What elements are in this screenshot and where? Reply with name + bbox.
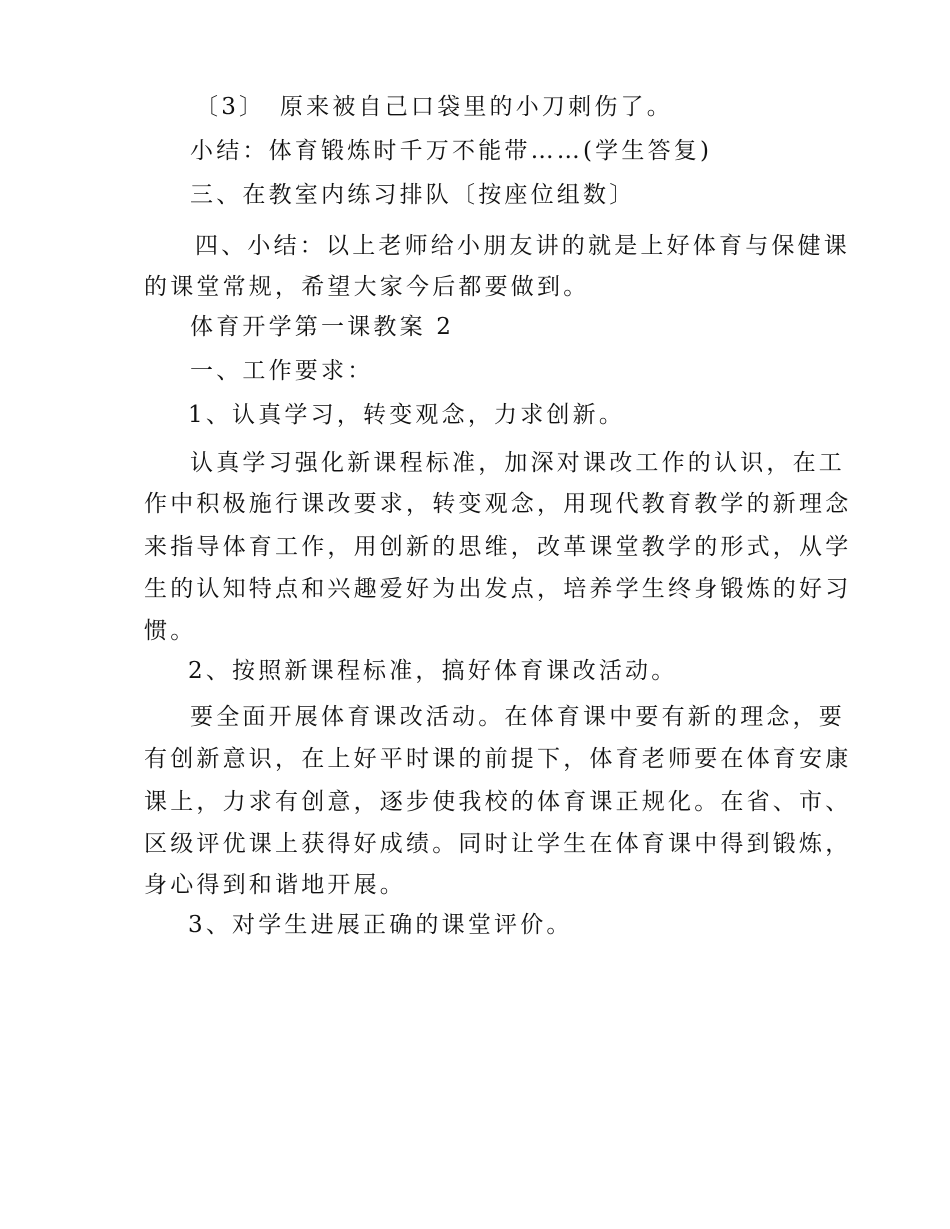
paragraph-line: 作中积极施行课改要求，转变观念，用现代教育教学的新理念 — [144, 491, 852, 517]
section-heading: 三、在教室内练习排队〔按座位组数〕 — [190, 182, 636, 208]
section-heading: 四、小结：以上老师给小朋友讲的就是上好体育与保健课 — [195, 233, 850, 259]
paragraph-line: 小结：体育锻炼时千万不能带……(学生答复) — [190, 138, 713, 164]
paragraph-line: 〔3〕 原来被自己口袋里的小刀刺伤了。 — [195, 94, 673, 120]
subsection-heading: 3、对学生进展正确的课堂评价。 — [188, 912, 573, 938]
subsection-heading: 2、按照新课程标准，搞好体育课改活动。 — [188, 658, 678, 684]
paragraph-line: 要全面开展体育课改活动。在体育课中要有新的理念，要 — [190, 704, 845, 730]
document-title: 体育开学第一课教案 2 — [190, 314, 455, 340]
section-heading: 一、工作要求： — [190, 358, 374, 384]
paragraph-line: 有创新意识，在上好平时课的前提下，体育老师要在体育安康 — [144, 746, 852, 772]
paragraph-line: 认真学习强化新课程标准，加深对课改工作的认识，在工 — [190, 450, 845, 476]
paragraph-line: 的课堂常规，希望大家今后都要做到。 — [144, 274, 590, 300]
paragraph-line: 惯。 — [144, 618, 197, 644]
subsection-heading: 1、认真学习，转变观念，力求创新。 — [188, 402, 626, 428]
paragraph-line: 区级评优课上获得好成绩。同时让学生在体育课中得到锻炼， — [144, 831, 852, 857]
paragraph-line: 身心得到和谐地开展。 — [144, 872, 406, 898]
paragraph-line: 生的认知特点和兴趣爱好为出发点，培养学生终身锻炼的好习 — [144, 576, 852, 602]
paragraph-line: 课上，力求有创意，逐步使我校的体育课正规化。在省、市、 — [144, 789, 852, 815]
paragraph-line: 来指导体育工作，用创新的思维，改革课堂教学的形式，从学 — [144, 534, 852, 560]
